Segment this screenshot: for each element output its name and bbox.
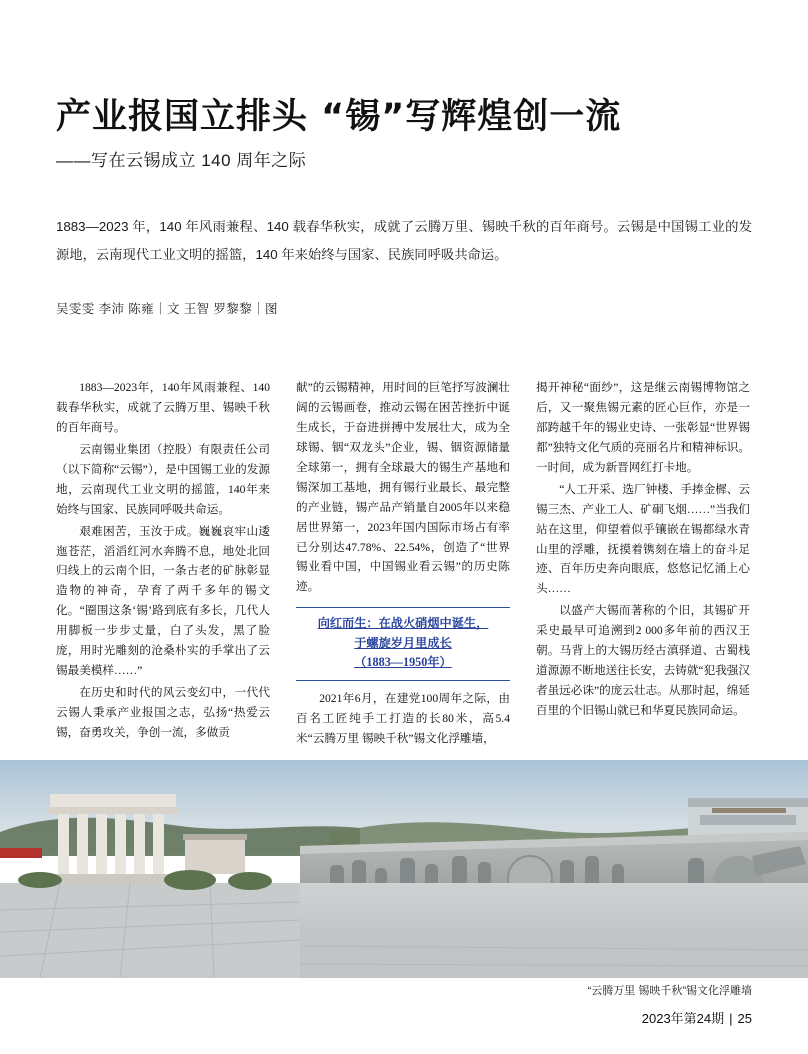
column-1 <box>56 378 270 748</box>
paragraph: 云南锡业集团（控股）有限责任公司（以下简称“云锡”），是中国锡工业的发源地，云南现代工业文明的摇篮，140年来始终与国家、民族同呼吸共命运。 <box>56 442 270 516</box>
paragraph: 揭开神秘“面纱”，这是继云南锡博物馆之后，又一聚焦锡元素的匠心巨作，亦是一部跨越千年的锡业史诗、一张彰显“世界锡都”独特文化气质的亮丽名片和精神标识。一时间，成为新晋网红打卡地。 <box>536 381 750 474</box>
article-header <box>0 0 808 171</box>
article-lead: 1883—2023 年，140 年风雨兼程、140 载春华秋实，成就了云腾万里、锡映千秋的百年商号。云锡是中国锡工业的发源地，云南现代工业文明的摇篮，140 年来始终与国家、民族同呼吸共命运。 <box>56 218 752 262</box>
paragraph: “人工开采、选厂钟楼、手捧金樨、云锡三杰、产业工人、矿硐飞烟……”当我们站在这里，仰望着似乎镶嵌在锡都绿水青山里的浮雕，抚摸着镌刻在墙上的奋斗足迹、百年历史奔向眼底，悠悠记忆涌上心头…… <box>536 482 750 596</box>
page-footer <box>642 1008 752 1027</box>
page-number: 25 <box>737 1011 752 1026</box>
paragraph: 艰难困苦，玉汝于成。巍巍哀牢山逶迤苍茫，滔滔红河水奔腾不息，地处北回归线上的云南个旧，一条古老的矿脉彰显造物的神奇，孕育了两千多年的锡文化。“圈围这条‘锡’路到底有多长，几代人用脚板一步步丈量，白了头发，黑了脸庞，用时光雕刻的沧桑朴实的手掌出了云锡最美模样……” <box>56 524 270 678</box>
page-title: 产业报国立排头 “锡”写辉煌创一流 <box>56 97 622 137</box>
column-2 <box>296 378 510 748</box>
photo-graphic <box>0 760 808 978</box>
section-heading-callout <box>296 607 510 681</box>
column-3 <box>536 378 750 748</box>
callout-line-3: （1883—1950年） <box>354 655 452 670</box>
page-subtitle: ——写在云锡成立 140 周年之际 <box>56 150 307 170</box>
footer-separator: | <box>729 1011 733 1026</box>
callout-line-1: 向红而生：在战火硝烟中诞生， <box>317 616 489 631</box>
photo-caption: “云腾万里 锡映千秋”锡文化浮雕墙 <box>587 985 752 997</box>
callout-line-2: 于螺旋岁月里成长 <box>354 635 452 650</box>
paragraph: 2021年6月，在建党100周年之际，由百名工匠纯手工打造的长80米，高5.4米“云腾万里 锡映千秋”锡文化浮雕墙， <box>296 691 510 745</box>
paragraph: 在历史和时代的风云变幻中，一代代云锡人秉承产业报国之志，弘扬“热爱云锡，奋勇攻关，争创一流，多做贡 <box>56 686 270 739</box>
relief-wall-photo <box>0 760 808 978</box>
article-byline: 吴雯雯 李沛 陈雍｜文 王智 罗黎黎｜图 <box>56 301 278 316</box>
article-body <box>56 378 752 748</box>
paragraph: 1883—2023年，140年风雨兼程、140载春华秋实，成就了云腾万里、锡映千秋的百年商号。 <box>56 381 270 434</box>
paragraph: 献”的云锡精神，用时间的巨笔抒写波澜壮阔的云锡画卷，推动云锡在困苦挫折中诞生成长，于奋进拼搏中发展壮大，成为全球锡、铟“双龙头”企业，锡、铟资源储量全球第一，拥有全球最大的锡生产基地和锡深加工基地，拥有锡行业最长、最完整的产业链，锡产品产销量自2005年以来稳居世界第一，2023年国内国际市场占有率已分别达47.78%、22.54%，创造了“世界锡业看中国，中国锡业看云锡”的历史陈迹。 <box>296 381 510 594</box>
paragraph: 以盛产大锡而著称的个旧，其锡矿开采史最早可追溯到2 000多年前的西汉王朝。马背上的大锡历经古滇驿道、古蜀栈道源源不断地送往长安，去铸就“犯我强汉者虽远必诛”的庞云壮志。从那时起，绵延百里的个旧锡山就已和华夏民族同命运。 <box>536 604 750 717</box>
issue-label: 2023年第24期 <box>641 1011 725 1026</box>
